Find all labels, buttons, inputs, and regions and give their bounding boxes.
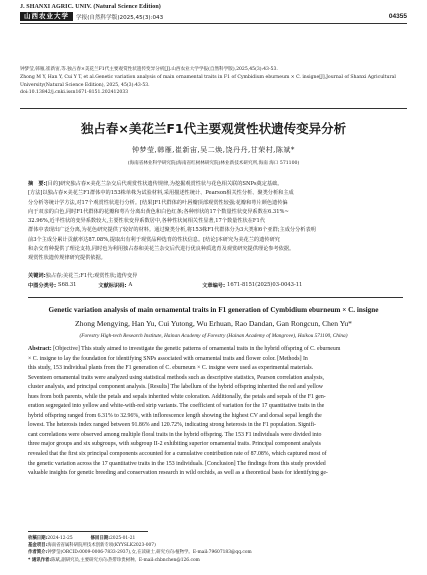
abstract-en-line: this study, 153 individual plants from the F1 generation of C. eburneum × C. insigne were used as experimental materials. <box>28 365 314 372</box>
journal-header-bar <box>20 12 407 21</box>
footnote-divider <box>28 531 148 532</box>
abstract-cn-line: 群体中表现出广泛分离,为花色研究提供了较好的材料。通过聚类分析,将153株F1代群体分为3大类和6个亚群;主成分分析表明 <box>28 227 316 234</box>
abstract-en-line: the genetic variation across the 17 quantitative traits in the 153 individuals. [Conclusion] The findings from this study provided <box>28 460 326 467</box>
corresponding-value: 陈斌,副研究员,主要研究方向:热带珍贵树种。E-mail:chbnchen@126.com <box>51 557 200 563</box>
footnote-block <box>28 535 403 564</box>
abstract-en-line: three major groups and six subgroups, with subgroup II-2 exhibiting superior ornamental traits. Principal component analysis <box>28 441 321 448</box>
abstract-cn-line: 向于双亲的白色,同时F1代群体的花瓣和萼片分离出黄色和白色红条;各种形状的17个数量性状变异系数在6.31%~ <box>28 208 289 215</box>
corresponding-label: * 通讯作者: <box>28 557 52 563</box>
abstract-cn-line: 分分析等统计学方法,对17个观赏性状进行分析。[结果]F1代群体的叶唇瓣顶部观赏性较强;花瓣和萼片颜色遗传偏 <box>28 199 288 206</box>
abstract-en-line: lowest. The heterosis index ranged between 91.86% and 120.72%, indicating strong heterosis in the F1 population. Signifi- <box>28 422 316 429</box>
keywords-cn-label: 关键词: <box>28 273 46 279</box>
paper-title-cn: 独占春×美花兰F1代主要观赏性状遗传变异分析 <box>80 121 347 136</box>
abstract-en-line: × C. insigne to lay the foundation for identifying SNPs associated with ornamental traits and flower color. [Methods] In <box>28 355 308 362</box>
affiliation-cn: (海南省林业科学研究院(海南省红树林研究院)林业新技术研究所,海南 海口 571100) <box>127 161 300 166</box>
classification-row <box>28 282 403 289</box>
article-number-label: 文章编号: <box>202 283 226 289</box>
doc-code-value: A <box>128 282 133 288</box>
paper-title-en: Genetic variation analysis of main ornamental traits in F1 generation of Cymbidium eburneum × C. insigne <box>48 306 379 314</box>
abstract-cn-line: 观赏性状遗传规律研究提供依据。 <box>28 255 106 262</box>
revised-date: 2025-01-21 <box>109 536 136 541</box>
revised-label: 修回日期: <box>90 536 110 541</box>
citation-cn: 钟梦莹,韩雁,崔新宙,等.独占春×美花兰F1代主要观赏性状遗传变异分析[J].山西农业大学学报(自然科学版),2025,45(3):43-53. <box>20 67 278 72</box>
abstract-cn-line: 32.96%,近半性状的变异系数较大,主要性状变异系数居中,各种性状间相关性显著,17个数量性状在F1代 <box>28 218 266 225</box>
abstract-en-line: valuable insights for genetic breeding and conservation research in wild orchids, as well as a theoretical basis for identifying ge- <box>28 470 328 477</box>
abstract-en <box>28 345 400 479</box>
citation-block <box>20 66 407 97</box>
keywords-cn-value: 独占春;美花兰;F1代;观赏性状;遗传变异 <box>45 273 138 279</box>
citation-en: Zhong M Y, Han Y, Cui Y T, et al.Genetic variation analysis of main ornamental traits in F1 of Cymbidium eburneum × C. insigne[J].Journal of Shanxi Agricultural University(Natural Science Edition), 2025, 45(3):43-53. <box>20 74 396 88</box>
page-number: 04355 <box>388 13 407 20</box>
abstract-en-line: hybrid offspring ranged from 6.31% to 32.96%, with inflorescence length showing the highest CV and dorsal sepal length the <box>28 412 322 419</box>
fund-label: 基金项目: <box>28 543 48 549</box>
author-bio-label: 作者简介: <box>28 550 48 556</box>
received-date: 2024-12-25 <box>47 536 73 541</box>
abstract-cn-line: [目的]研究独占春×美花兰杂交后代观赏性状遗传规律,为挖掘观赏性状与花色相关联的SNPs奠定基础。 <box>45 181 283 187</box>
abstract-en-line: cant correlations were observed among multiple floral traits in the hybrid offspring. The 153 F1 individuals were divided into <box>28 431 322 438</box>
abstract-en-line: hues from both parents, while the petals and sepals inherited white coloration. Additionally, the petals and sepals of the F1 gen- <box>28 393 326 400</box>
clc-value: S68.31 <box>58 282 77 288</box>
section-divider <box>28 297 403 298</box>
doc-code-label: 文献标识码: <box>98 283 127 289</box>
keywords-cn <box>28 272 403 279</box>
abstract-cn-line: 前3个主成分累计贡献率达87.08%,提取出有利于观赏品种选育的性状信息。[结论]本研究为美花兰的遗传研究 <box>28 236 280 243</box>
author-bio-value: 钟梦莹(ORCID:0009-0006-7833-2937),女,在读硕士,研究方向:植物学。E-mail:79607183@qq.com <box>47 550 252 556</box>
abstract-en-line: cluster analysis, and principal component analysis. [Results] The labellum of the hybrid offspring inherited the red and yellow <box>28 384 323 391</box>
fund-value: 海南省省属科研院所技术创新专项(KYYSLK2023-007) <box>47 543 156 549</box>
citation-divider <box>20 108 407 109</box>
abstract-cn-line: 和杂交育种提供了理论支持,同时也为利用独占春和美花兰杂交后代进行优良种质选育及观赏研究提供理论参考依据。 <box>28 246 295 253</box>
journal-logo: 山西农业大学 <box>20 12 73 21</box>
article-number-value: 1671-8151(2025)03-0043-11 <box>227 282 303 288</box>
received-label: 收稿日期: <box>28 536 48 541</box>
authors-cn: 钟梦莹,韩雁,崔新宙,吴二焕,饶丹丹,甘荣村,陈斌* <box>132 146 295 154</box>
citation-doi: doi:10.13842/j.cnki.issn1671-8151.202412033 <box>20 90 129 96</box>
abstract-en-line: revealed that the first six principal components accounted for a cumulative contribution rate of 87.08%, which captured most of <box>28 451 327 458</box>
clc-label: 中图分类号: <box>28 283 57 289</box>
abstract-cn <box>28 180 403 264</box>
affiliation-en: (Forestry High-tech Research Institute, Hainan Academy of Forestry (Hainan Academy of Mangrove), Haikou 571100, China) <box>79 333 348 339</box>
abstract-en-label: Abstract: <box>28 346 52 352</box>
header-divider <box>20 23 407 24</box>
abstract-cn-line: [方法]以独占春×美花兰F1群体中的153株单株为试验材料,采用描述性统计、Pearson相关性分析、聚类分析和主成 <box>28 190 294 197</box>
journal-issue: 学报(自然科学版)2025,45(3):043 <box>76 14 164 21</box>
abstract-en-line: eration segregated into yellow and white-with-red strip variants. The coefficient of variation for the 17 quantitative traits in the <box>28 403 325 410</box>
journal-english-name: J. SHANXI AGRIC. UNIV. (Natural Science Edition) <box>20 4 161 10</box>
abstract-en-line: Seventeen ornamental traits were analyzed using statistical methods such as descriptive statistics, Pearson correlation analysis, <box>28 374 324 381</box>
abstract-en-line: [Objective] This study aimed to investigate the genetic patterns of ornamental traits in the hybrid offspring of C. eburneum <box>53 346 341 352</box>
abstract-cn-label: 摘 要: <box>28 181 46 187</box>
authors-en: Zhong Mengying, Han Yu, Cui Yutong, Wu Erhuan, Rao Dandan, Gan Rongcun, Chen Yu* <box>75 319 352 328</box>
